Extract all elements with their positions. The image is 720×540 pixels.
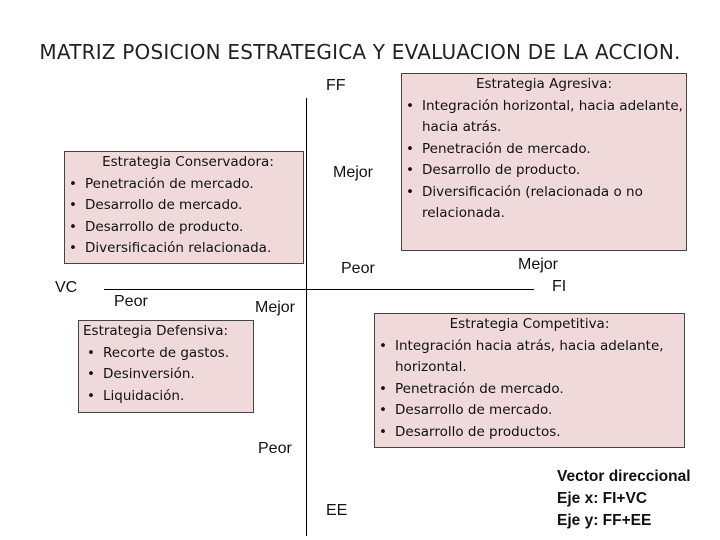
- box-heading: Estrategia Conservadora:: [102, 154, 274, 170]
- list-item: • Recorte de gastos.: [83, 343, 253, 365]
- list-item: • Desarrollo de productos.: [375, 422, 684, 444]
- list-item: • Penetración de mercado.: [402, 139, 686, 161]
- conservative-strategy-box: [64, 151, 304, 264]
- axis-label-fi: FI: [552, 278, 567, 295]
- vector-x-formula: Eje x: FI+VC: [557, 490, 648, 507]
- defensive-strategy-box: [78, 320, 254, 413]
- box-heading: Estrategia Defensiva:: [83, 323, 229, 339]
- box-heading: Estrategia Competitiva:: [449, 316, 610, 332]
- vector-title: Vector direccional: [557, 468, 691, 485]
- list-item: • Desarrollo de mercado.: [65, 195, 303, 217]
- axis-label-vc: VC: [55, 279, 78, 296]
- axis-label-ff: FF: [326, 77, 346, 94]
- list-item: • Penetración de mercado.: [65, 174, 303, 196]
- list-item: • Desarrollo de producto.: [65, 217, 303, 239]
- vertical-axis: [306, 98, 307, 536]
- list-item: • Integración hacia atrás, hacia adelante, horizontal.: [375, 336, 684, 379]
- axis-label-ee: EE: [326, 502, 348, 519]
- vector-y-formula: Eje y: FF+EE: [557, 512, 652, 529]
- competitive-strategy-box: [374, 313, 685, 448]
- box-heading: Estrategia Agresiva:: [475, 76, 613, 92]
- list-item: • Desarrollo de producto.: [402, 160, 686, 182]
- fi-mejor-label: Mejor: [518, 256, 559, 273]
- list-item: • Integración horizontal, hacia adelante, hacia atrás.: [402, 96, 686, 139]
- vc-peor-label: Peor: [114, 293, 148, 310]
- ff-mejor-label: Mejor: [333, 164, 374, 181]
- list-item: • Desinversión.: [83, 364, 253, 386]
- list-item: • Penetración de mercado.: [375, 379, 684, 401]
- list-item: • Diversificación relacionada.: [65, 238, 303, 260]
- ff-peor-label: Peor: [341, 260, 375, 277]
- list-item: • Desarrollo de mercado.: [375, 400, 684, 422]
- horizontal-axis: [104, 289, 534, 290]
- directional-vector-note: [557, 466, 691, 532]
- list-item: • Liquidación.: [83, 386, 253, 408]
- aggressive-strategy-box: [401, 73, 687, 251]
- vc-mejor-label: Mejor: [255, 299, 296, 316]
- diagram-title: MATRIZ POSICION ESTRATEGICA Y EVALUACION DE LA ACCION.: [39, 40, 681, 64]
- ee-peor-label: Peor: [258, 440, 292, 457]
- list-item: • Diversificación (relacionada o no relacionada.: [402, 182, 686, 225]
